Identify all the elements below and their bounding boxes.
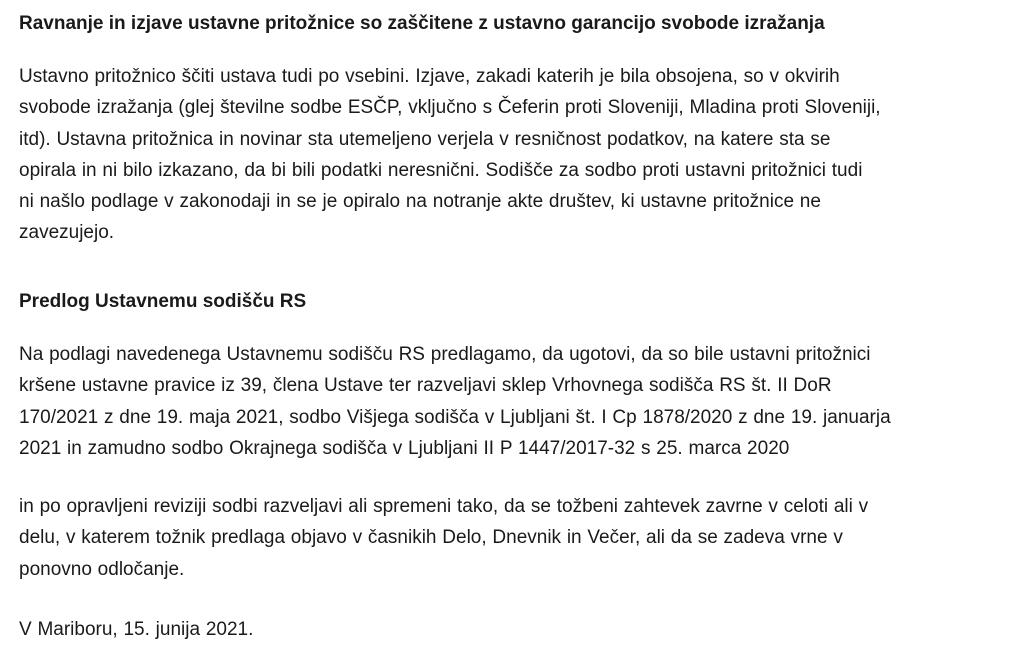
paragraph-line: 170/2021 z dne 19. maja 2021, sodbo Višjega sodišča v Ljubljani št. I Cp 1878/2020 z dne 19. januarja [19,406,891,428]
paragraph-line: 2021 in zamudno sodbo Okrajnega sodišča v Ljubljani II P 1447/2017-32 s 25. marca 2020 [19,437,790,459]
paragraph-line: ponovno odločanje. [19,558,185,580]
paragraph-line: zavezujejo. [19,222,115,244]
paragraph-line: opirala in ni bilo izkazano, da bi bili podatki neresnični. Sodišče za sodbo proti ustavni pritožnici tudi [19,159,863,181]
paragraph-constitutional-protection [19,61,1009,249]
place-date-text: V Mariboru, 15. junija 2021. [19,619,254,640]
paragraph-line: Na podlagi navedenega Ustavnemu sodišču RS predlagamo, da ugotovi, da so bile ustavni pritožnici [19,344,871,365]
paragraph-line: delu, v katerem tožnik predlaga objavo v časnikih Delo, Dnevnik in Večer, ali da se zadeva vrne v [19,527,843,549]
paragraph-line: svobode izražanja (glej številne sodbe ESČP, vključno s Čeferin proti Sloveniji, Mladina proti Sloveniji, [19,97,881,119]
paragraph-line: Ustavno pritožnico ščiti ustava tudi po vsebini. Izjave, zakadi katerih je bila obsojena, so v okvirih [19,66,840,87]
paragraph-line: ni našlo podlage v zakonodaji in se je opiralo na notranje akte društev, ki ustavne pritožnice ne [19,191,821,213]
section-heading-freedom-of-expression: Ravnanje in izjave ustavne pritožnice so zaščitene z ustavno garancijo svobode izražanja [19,13,825,34]
closing-place-date [19,614,1009,645]
paragraph-proposal-revision [19,491,1009,585]
section-heading-proposal: Predlog Ustavnemu sodišču RS [19,291,307,312]
paragraph-line: itd). Ustavna pritožnica in novinar sta utemeljeno verjela v resničnost podatkov, na katere sta se [19,128,831,150]
paragraph-line: in po opravljeni reviziji sodbi razveljavi ali spremeni tako, da se tožbeni zahtevek zavrne v celoti ali v [19,496,869,517]
paragraph-line: kršene ustavne pravice iz 39, člena Ustave ter razveljavi sklep Vrhovnega sodišča RS št. II DoR [19,375,832,397]
paragraph-proposal-findings [19,339,1009,464]
